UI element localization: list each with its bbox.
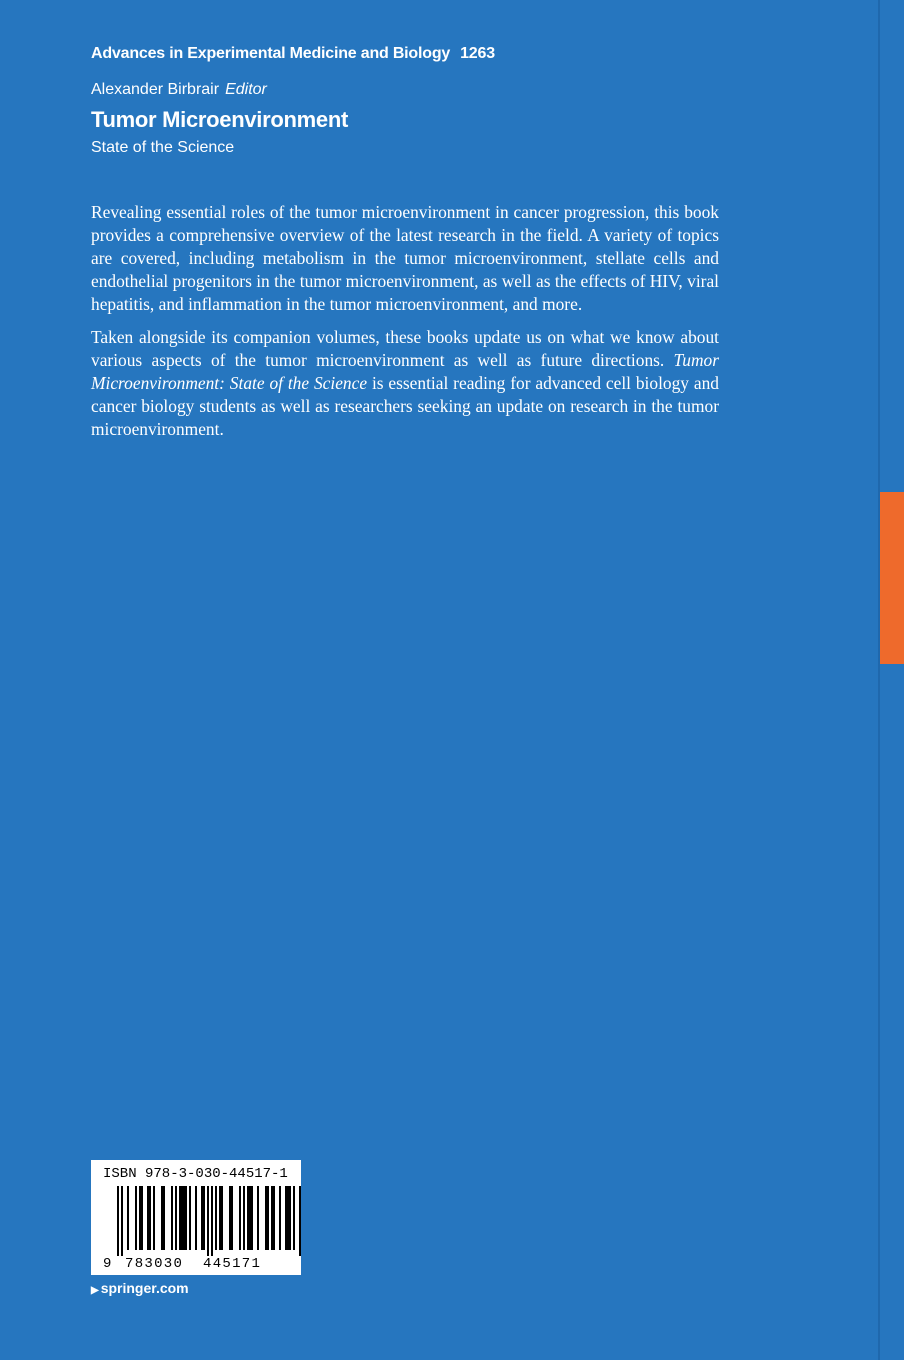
barcode-bar (175, 1186, 177, 1250)
barcode-bar (279, 1186, 281, 1250)
barcode-bar (153, 1186, 155, 1250)
barcode-bar (171, 1186, 173, 1250)
barcode-bar (179, 1186, 187, 1250)
paragraph-2-start: Taken alongside its companion volumes, these books update us on what we know about various aspects of the tumor microenvironment as well as future directions. (91, 327, 719, 370)
paragraph-2-end: is essential reading for advanced cell biology and cancer biology students as well as researchers seeking an update on research in the tumor microenvironment. (91, 373, 719, 439)
editor-name: Alexander Birbrair (91, 81, 220, 98)
barcode-bar (257, 1186, 259, 1250)
barcode-bar (211, 1186, 213, 1256)
triangle-right-icon: ▶ (91, 1285, 99, 1296)
barcode-bar (121, 1186, 123, 1256)
barcode-bar (243, 1186, 245, 1250)
barcode-bar (247, 1186, 253, 1250)
barcode-bar (195, 1186, 197, 1250)
barcode-digits-left: 783030 (125, 1256, 184, 1272)
barcode-bar (285, 1186, 291, 1250)
editor-role: Editor (225, 81, 267, 98)
barcode-digit-first: 9 (103, 1256, 112, 1272)
publisher-link[interactable] (91, 1280, 189, 1296)
barcode-bar (219, 1186, 223, 1250)
barcode-bar (135, 1186, 137, 1250)
barcode-bar (207, 1186, 209, 1256)
series-volume: 1263 (460, 45, 495, 62)
barcode-bar (147, 1186, 151, 1250)
barcode-bar (239, 1186, 241, 1250)
barcode-bar (161, 1186, 165, 1250)
series-heading (91, 45, 495, 63)
barcode-bar (229, 1186, 233, 1250)
spine-color-tab (880, 492, 904, 664)
barcode-bars (117, 1186, 301, 1256)
series-name: Advances in Experimental Medicine and Biology (91, 45, 451, 62)
book-subtitle: State of the Science (91, 139, 235, 156)
barcode-bar (189, 1186, 191, 1250)
barcode-bar (139, 1186, 143, 1250)
barcode-bar (271, 1186, 275, 1250)
barcode-bar (215, 1186, 217, 1250)
barcode-digits-right: 445171 (203, 1256, 262, 1272)
editor-line (91, 81, 267, 99)
isbn-label: ISBN 978-3-030-44517-1 (103, 1166, 288, 1182)
book-title: Tumor Microenvironment (91, 107, 349, 132)
description-paragraph-1: Revealing essential roles of the tumor microenvironment in cancer progression, this book provides a comprehensive overview of the latest research in the field. A variety of topics are covered, including metabolism in the tumor microenvironment, stellate cells and endothelial progenitors in the tumor microenvironment, as well as the effects of HIV, viral hepatitis, and inflammation in the tumor microenvironment, and more. (91, 202, 719, 314)
description-paragraph-2 (91, 326, 719, 441)
paragraph-2-title: Tumor Microenvironment: State of the Science (91, 350, 719, 393)
barcode-bar (293, 1186, 295, 1250)
spine-edge (878, 0, 880, 1360)
isbn-barcode (91, 1160, 301, 1275)
barcode-bar (127, 1186, 129, 1250)
barcode-bar (299, 1186, 301, 1256)
book-description (91, 201, 719, 451)
publisher-website: springer.com (100, 1280, 189, 1296)
barcode-bar (265, 1186, 269, 1250)
barcode-graphic (91, 1160, 301, 1275)
barcode-bar (117, 1186, 119, 1256)
barcode-bar (201, 1186, 205, 1250)
